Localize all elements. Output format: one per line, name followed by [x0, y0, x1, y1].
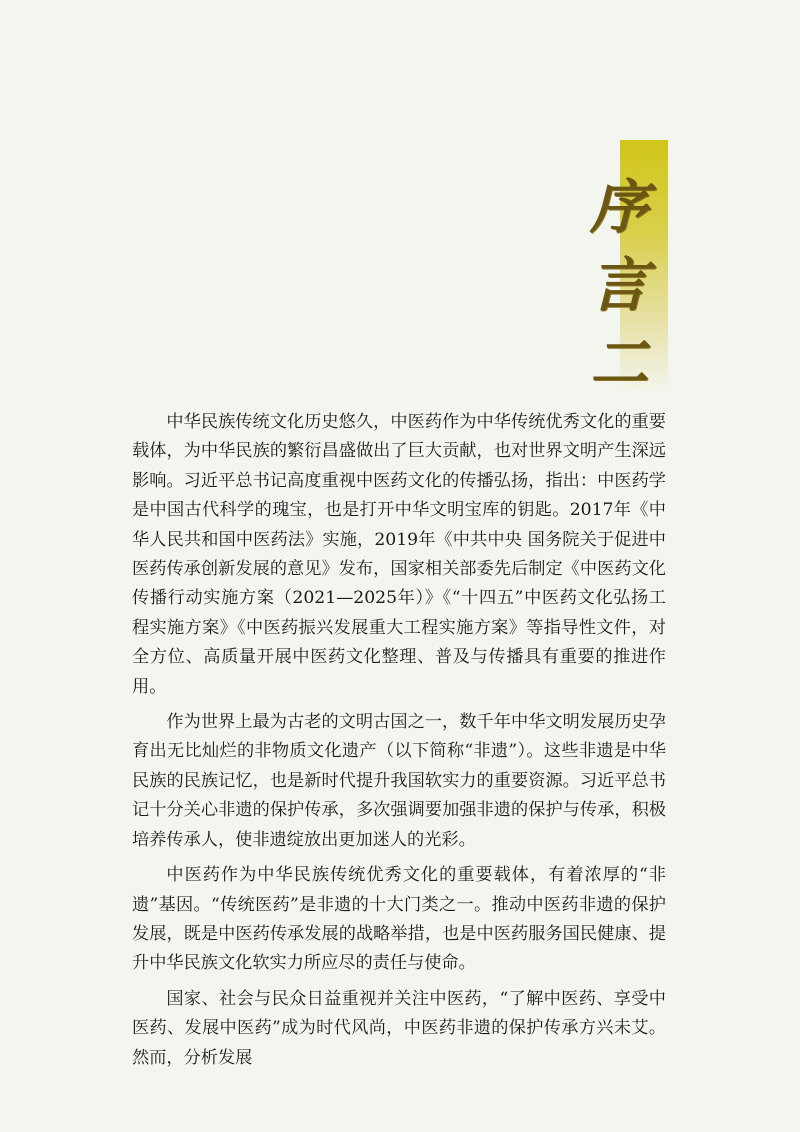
paragraph-4: 国家、社会与民众日益重视并关注中医药，“了解中医药、享受中医药、发展中医药”成为时代风尚，中医药非遗的保护传承方兴未艾。然而，分析发展 — [132, 988, 666, 1068]
paragraph-3: 中医药作为中华民族传统优秀文化的重要载体，有着浓厚的“非遗”基因。“传统医药”是非遗的十大门类之一。推动中医药非遗的保护发展，既是中医药传承发展的战略举措，也是中医药服务国民健康、提升中华民族文化软实力所应尽的责任与使命。 — [132, 865, 666, 974]
paragraph-1: 中华民族传统文化历史悠久，中医药作为中华传统优秀文化的重要载体，为中华民族的繁衍昌盛做出了巨大贡献，也对世界文明产生深远影响。习近平总书记高度重视中医药文化的传播弘扬，指出：中医药学是中国古代科学的瑰宝，也是打开中华文明宝库的钥匙。2017年《中华人民共和国中医药法》实施，2019年《中共中央 国务院关于促进中医药传承创新发展的意见》发布，国家相关部委先后制定《中医药文化传播行动实施方案（2021—2025年）》《“十四五”中医药文化弘扬工程实施方案》《中医药振兴发展重大工程实施方案》等指导性文件，对全方位、高质量开展中医药文化整理、普及与传播具有重要的推进作用。 — [132, 412, 666, 697]
body-text — [132, 408, 666, 1079]
paragraph-2: 作为世界上最为古老的文明古国之一，数千年中华文明发展历史孕育出无比灿烂的非物质文化遗产（以下简称“非遗”）。这些非遗是中华民族的民族记忆，也是新时代提升我国软实力的重要资源。习近平总书记十分关心非遗的保护传承，多次强调要加强非遗的保护与传承，积极培养传承人，使非遗绽放出更加迷人的光彩。 — [132, 712, 666, 850]
title-char-2: 言 — [589, 251, 648, 319]
page-title — [584, 168, 654, 402]
title-char-1: 序 — [589, 173, 648, 241]
title-char-3: 二 — [589, 329, 648, 397]
